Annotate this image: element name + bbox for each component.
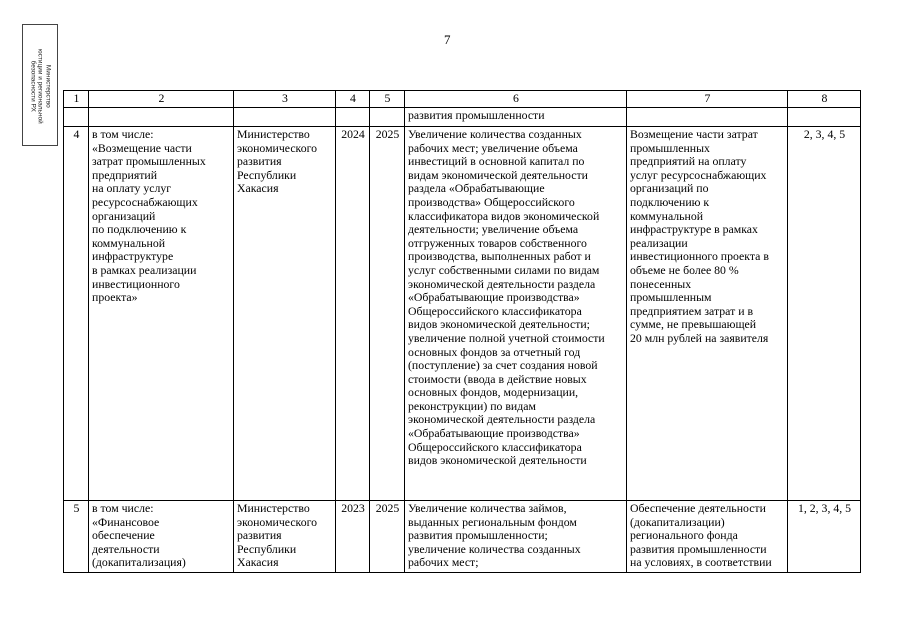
- text-line: в том числе:: [92, 501, 154, 515]
- text-line: (поступление) за счет создания новой: [408, 358, 598, 373]
- text-line: классификатора видов экономической: [408, 208, 600, 223]
- text-line: видов экономической деятельности;: [408, 317, 590, 332]
- text-line: производства» Общероссийского: [408, 194, 575, 209]
- header-row: [64, 91, 861, 108]
- stamp-line: Министерство: [44, 64, 52, 108]
- header-cell: 2: [89, 91, 234, 108]
- text-line: развития: [237, 528, 282, 543]
- expected-result: [405, 127, 627, 501]
- table-cell: [370, 108, 405, 127]
- text-line: коммунальной: [630, 208, 704, 223]
- table-row: [64, 127, 861, 501]
- executor: [234, 127, 336, 501]
- text-line: ресурсоснабжающих: [92, 194, 198, 209]
- row-number: 4: [64, 127, 89, 501]
- text-line: деятельности; увеличение объема: [408, 222, 579, 237]
- indicators: 1, 2, 3, 4, 5: [788, 501, 861, 573]
- text-line: развития промышленности;: [408, 528, 548, 543]
- stamp-line: юстиции и региональной: [36, 48, 44, 124]
- text-line: Республики: [237, 167, 297, 182]
- header-cell: 6: [405, 91, 627, 108]
- text-line: основных фондов, модернизации,: [408, 385, 579, 400]
- text-line: «Обрабатывающие производства»: [408, 426, 580, 441]
- executor: [234, 501, 336, 573]
- row-number: 5: [64, 501, 89, 573]
- text-line: увеличение полной учетной стоимости: [408, 330, 605, 345]
- text-line: Возмещение части затрат: [630, 127, 758, 141]
- year-start: 2024: [336, 127, 370, 501]
- table-cell: [336, 108, 370, 127]
- text-line: предприятием затрат и в: [630, 303, 754, 318]
- header-cell: 5: [370, 91, 405, 108]
- text-line: инвестиционного: [92, 276, 180, 291]
- year-start: 2023: [336, 501, 370, 573]
- text-line: экономического: [237, 140, 318, 155]
- measure-description: [627, 127, 788, 501]
- text-line: экономической деятельности раздела: [408, 276, 596, 291]
- text-line: проекта»: [92, 290, 138, 305]
- year-end: 2025: [370, 127, 405, 501]
- text-line: Министерство: [237, 127, 310, 141]
- text-line: Увеличение количества займов,: [408, 501, 567, 515]
- text-line: промышленных: [630, 140, 710, 155]
- text-line: в рамках реализации: [92, 262, 197, 277]
- header-cell: 7: [627, 91, 788, 108]
- text-line: видов экономической деятельности: [408, 453, 587, 468]
- text-line: «Финансовое: [92, 514, 160, 529]
- table-cell: [788, 108, 861, 127]
- continuation-row: [64, 108, 861, 127]
- text-line: Обеспечение деятельности: [630, 501, 766, 515]
- continuation-text: развития промышленности: [405, 108, 627, 127]
- text-line: услуг собственными силами по видам: [408, 262, 600, 277]
- text-line: «Обрабатывающие производства»: [408, 290, 580, 305]
- expected-result: [405, 501, 627, 573]
- text-line: экономического: [237, 514, 318, 529]
- text-line: основных фондов за отчетный год: [408, 344, 581, 359]
- text-line: экономической деятельности раздела: [408, 412, 596, 427]
- measures-table: [63, 90, 861, 573]
- measure-name: [89, 127, 234, 501]
- text-line: затрат промышленных: [92, 154, 206, 169]
- stamp-text: [29, 26, 52, 146]
- text-line: понесенных: [630, 276, 692, 291]
- text-line: «Возмещение части: [92, 140, 192, 155]
- text-line: увеличение количества созданных: [408, 541, 581, 556]
- table-cell: [627, 108, 788, 127]
- text-line: инфраструктуре в рамках: [630, 222, 758, 237]
- table-cell: [89, 108, 234, 127]
- header-cell: 8: [788, 91, 861, 108]
- indicators: 2, 3, 4, 5: [788, 127, 861, 501]
- text-line: организаций: [92, 208, 156, 223]
- text-line: обеспечение: [92, 528, 155, 543]
- text-line: развития промышленности: [630, 541, 767, 556]
- text-line: регионального фонда: [630, 528, 738, 543]
- text-line: рабочих мест; увеличение объема: [408, 140, 578, 155]
- text-line: реконструкции) по видам: [408, 398, 536, 413]
- text-line: видам экономической деятельности: [408, 167, 588, 182]
- text-line: подключению к: [630, 194, 710, 209]
- text-line: Хакасия: [237, 555, 279, 570]
- text-line: инфраструктуре: [92, 249, 174, 264]
- header-cell: 1: [64, 91, 89, 108]
- table-cell: [64, 108, 89, 127]
- header-cell: 4: [336, 91, 370, 108]
- text-line: Увеличение количества созданных: [408, 127, 582, 141]
- measure-description: [627, 501, 788, 573]
- text-line: в том числе:: [92, 127, 154, 141]
- text-line: инвестиций в основной капитал по: [408, 154, 585, 169]
- text-line: деятельности: [92, 541, 160, 556]
- text-line: (докапитализация): [92, 555, 186, 570]
- text-line: коммунальной: [92, 235, 166, 250]
- text-line: на условиях, в соответствии: [630, 555, 772, 570]
- text-line: рабочих мест;: [408, 555, 479, 570]
- text-line: предприятий на оплату: [630, 154, 747, 169]
- text-line: Общероссийского классификатора: [408, 303, 582, 318]
- stamp-line: безопасности РХ: [29, 60, 37, 112]
- year-end: 2025: [370, 501, 405, 573]
- text-line: промышленным: [630, 290, 712, 305]
- page-number: 7: [444, 32, 451, 47]
- text-line: стоимости (ввода в действие новых: [408, 371, 587, 386]
- text-line: предприятий: [92, 167, 158, 182]
- text-line: раздела «Обрабатывающие: [408, 181, 545, 196]
- text-line: 20 млн рублей на заявителя: [630, 330, 769, 345]
- text-line: на оплату услуг: [92, 181, 172, 196]
- text-line: отгруженных товаров собственного: [408, 235, 587, 250]
- text-line: сумме, не превышающей: [630, 317, 757, 332]
- measure-name: [89, 501, 234, 573]
- text-line: Хакасия: [237, 181, 279, 196]
- text-line: по подключению к: [92, 222, 187, 237]
- text-line: выданных региональным фондом: [408, 514, 577, 529]
- text-line: Общероссийского классификатора: [408, 439, 582, 454]
- text-line: услуг ресурсоснабжающих: [630, 167, 767, 182]
- text-line: объеме не более 80 %: [630, 262, 739, 277]
- text-line: Министерство: [237, 501, 310, 515]
- header-cell: 3: [234, 91, 336, 108]
- text-line: реализации: [630, 235, 688, 250]
- table-cell: [234, 108, 336, 127]
- text-line: инвестиционного проекта в: [630, 249, 769, 264]
- text-line: (докапитализации): [630, 514, 725, 529]
- text-line: Республики: [237, 541, 297, 556]
- text-line: развития: [237, 154, 282, 169]
- table-row: [64, 501, 861, 573]
- text-line: производства, выполненных работ и: [408, 249, 591, 264]
- text-line: организаций по: [630, 181, 709, 196]
- ministry-stamp: [22, 24, 58, 146]
